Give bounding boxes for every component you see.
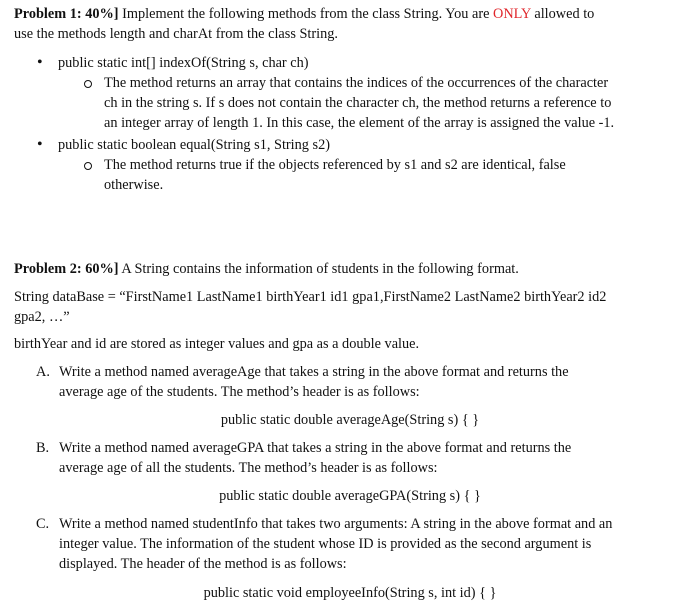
part-c-line: Write a method named studentInfo that takes two arguments: A string in the above format and an <box>59 516 613 532</box>
method2-desc-line: The method returns true if the objects referenced by s1 and s2 are identical, false <box>104 157 566 173</box>
bullet-icon: • <box>37 136 43 153</box>
part-a-line: Write a method named averageAge that takes a string in the above format and returns the <box>59 364 569 380</box>
method2-desc-line: otherwise. <box>104 177 164 193</box>
part-a-line: average age of the students. The method’s header is as follows: <box>59 384 420 400</box>
problem2-note: birthYear and id are stored as integer values and gpa as a double value. <box>14 336 420 352</box>
part-b-line: Write a method named averageGPA that takes a string in the above format and returns the <box>59 440 572 456</box>
problem1-intro <box>14 4 594 24</box>
part-letter: B. <box>36 440 50 456</box>
part-c-line: integer value. The information of the student whose ID is provided as the second argument is <box>59 536 592 552</box>
problem1-label: Problem 1: 40%] <box>14 6 119 22</box>
problem2-intro-text: A String contains the information of students in the following format. <box>121 261 519 277</box>
method1-desc-line: an integer array of length 1. In this case, the element of the array is assigned the value -1. <box>104 115 615 131</box>
only-emphasis: ONLY <box>493 6 531 22</box>
circle-bullet-icon <box>84 162 92 170</box>
method1-desc-line: ch in the string s. If s does not contain the character ch, the method returns a reference to <box>104 95 612 111</box>
part-b-line: average age of all the students. The method’s header is as follows: <box>59 460 438 476</box>
circle-bullet-icon <box>84 80 92 88</box>
part-b-header: public static double averageGPA(String s) { } <box>219 488 481 504</box>
part-c-header: public static void employeeInfo(String s, int id) { } <box>203 585 497 601</box>
problem2-label: Problem 2: 60%] <box>14 261 119 277</box>
problem1-intro-b: allowed to <box>534 6 595 22</box>
problem1-intro-line2: use the methods length and charAt from the class String. <box>14 26 338 42</box>
method1-signature: public static int[] indexOf(String s, char ch) <box>58 55 309 71</box>
part-letter: C. <box>36 516 50 532</box>
problem1-intro-a: Implement the following methods from the class String. You are <box>122 6 490 22</box>
bullet-icon: • <box>37 54 43 71</box>
format-line: String dataBase = “FirstName1 LastName1 birthYear1 id1 gpa1,FirstName2 LastName2 birthYear2 id2 <box>14 289 607 305</box>
part-letter: A. <box>36 364 50 380</box>
method1-desc-line: The method returns an array that contains the indices of the occurrences of the character <box>104 75 609 91</box>
part-a-header: public static double averageAge(String s) { } <box>220 412 480 428</box>
problem2-intro <box>14 259 519 279</box>
part-c-line: displayed. The header of the method is as follows: <box>59 556 347 572</box>
format-line: gpa2, …” <box>14 309 70 325</box>
method2-signature: public static boolean equal(String s1, String s2) <box>58 137 330 153</box>
